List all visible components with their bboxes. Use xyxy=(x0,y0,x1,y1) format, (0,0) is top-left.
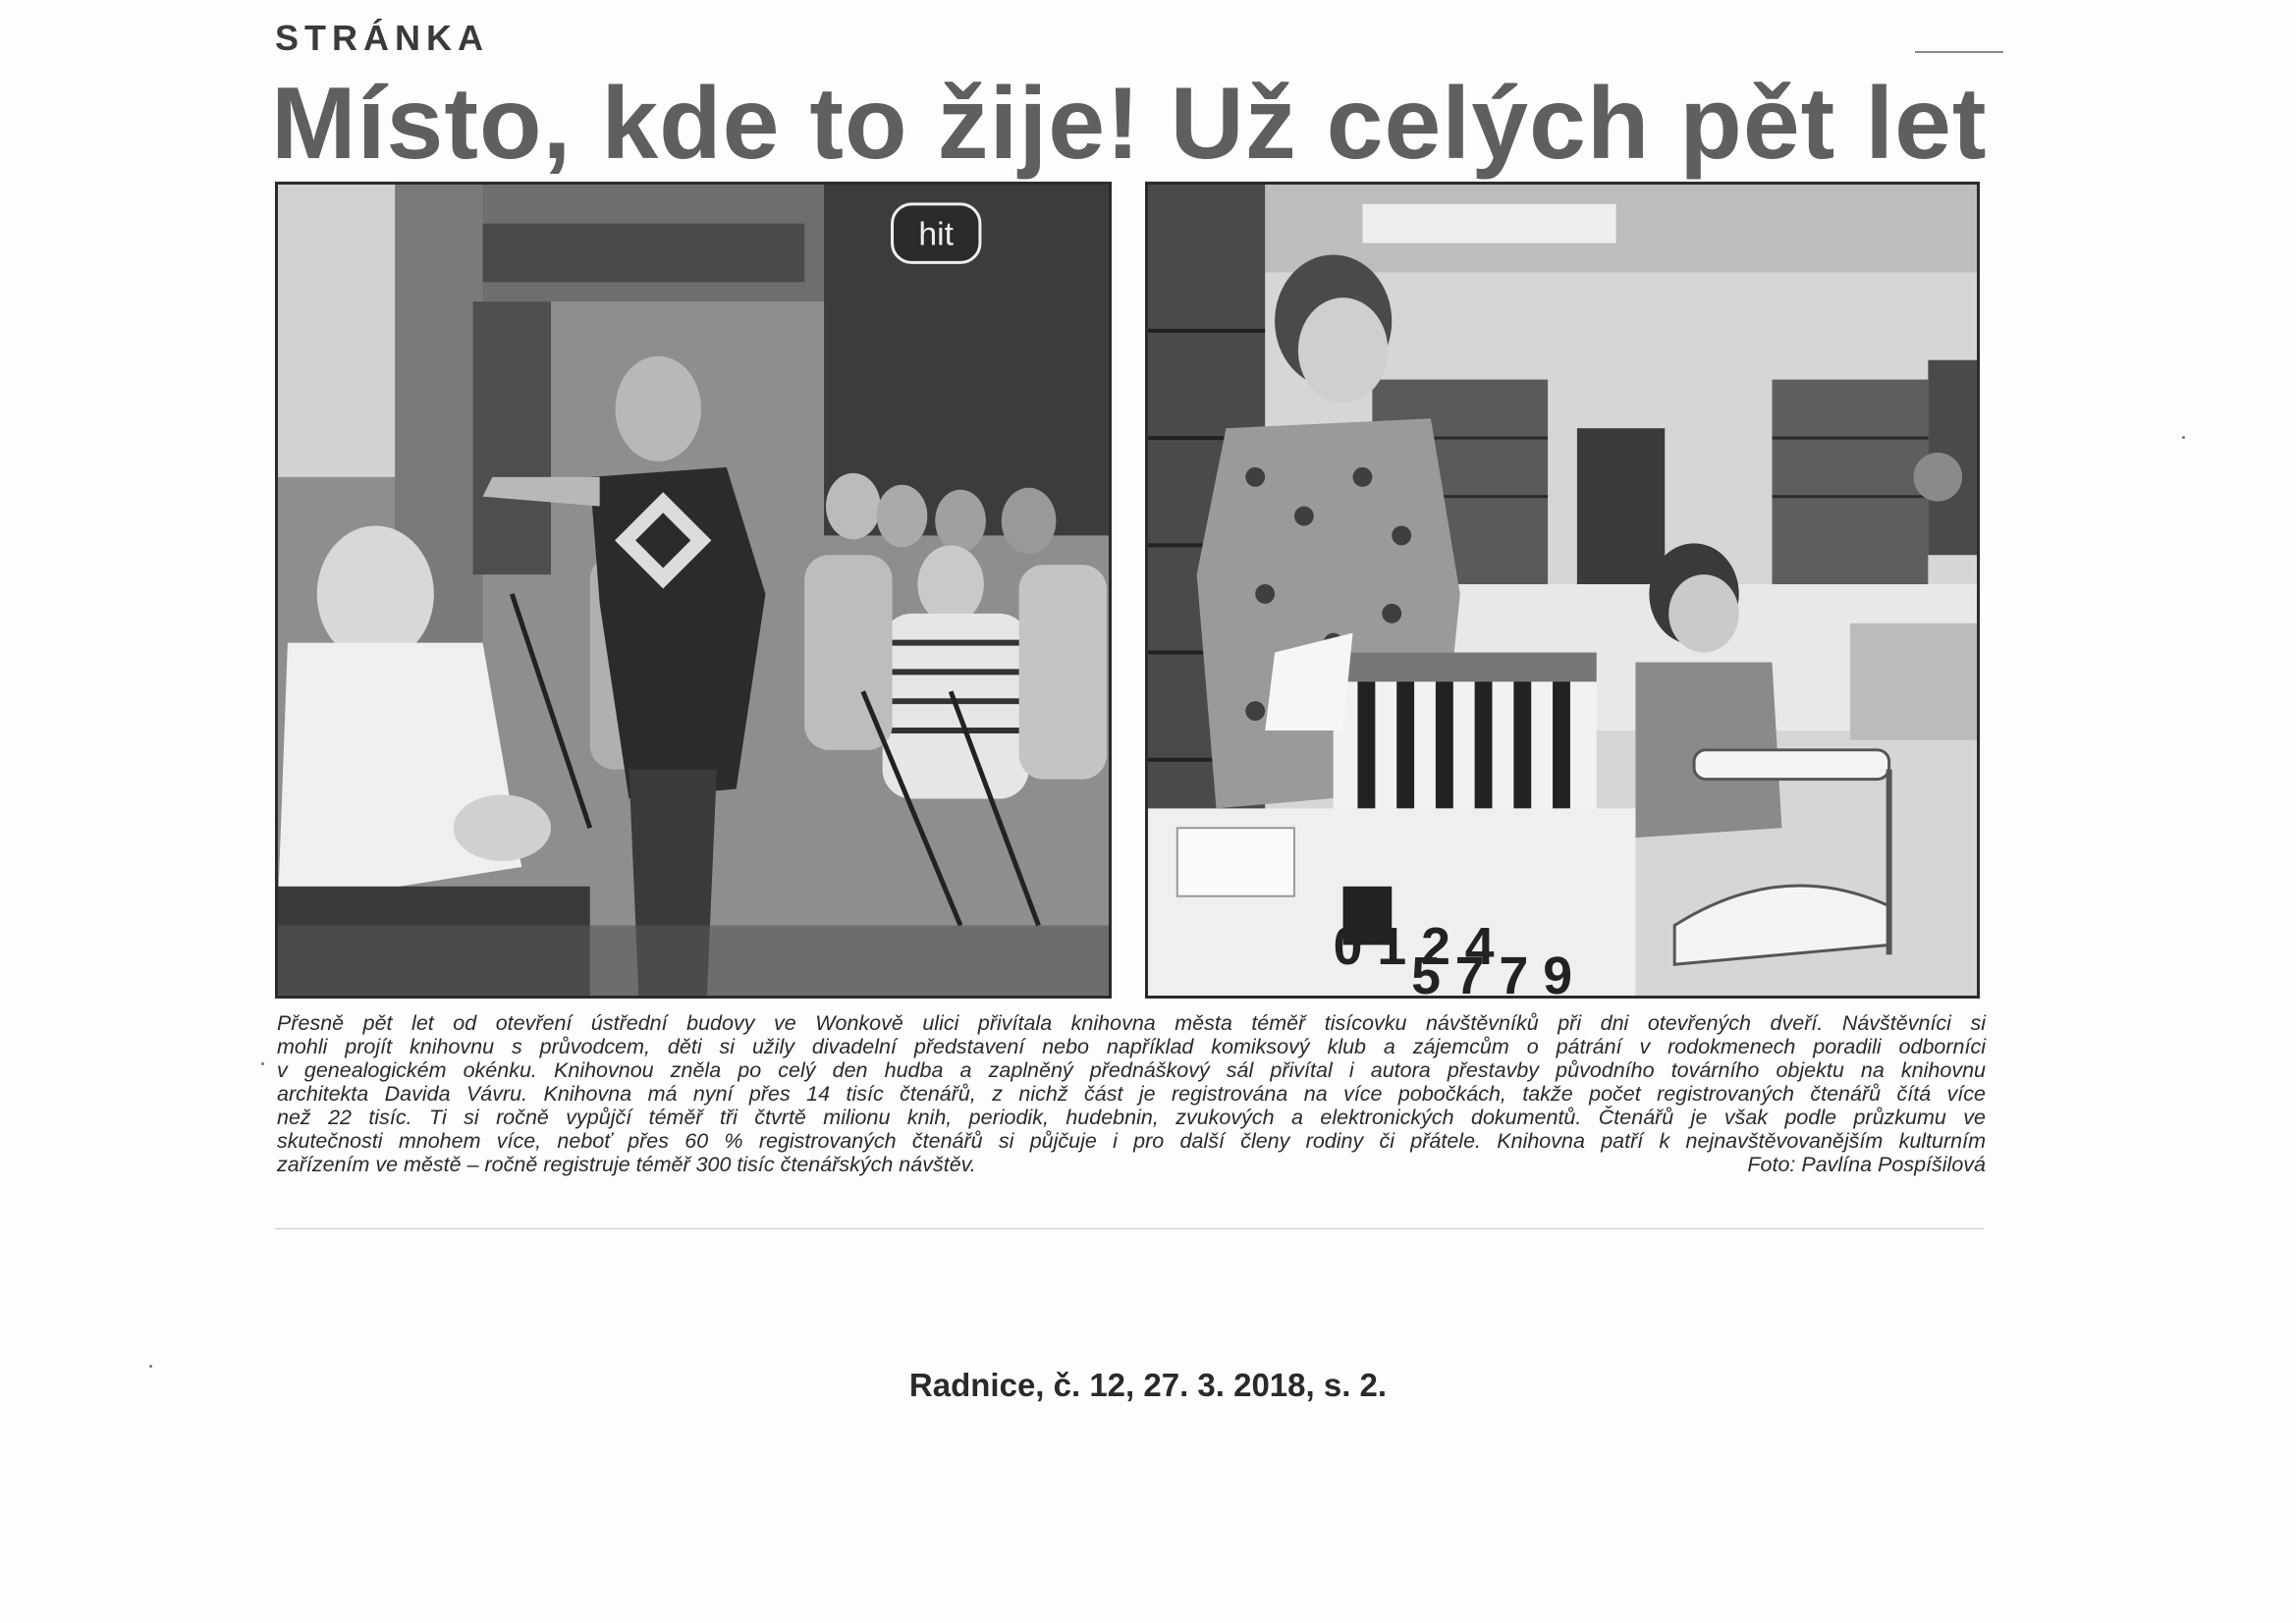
scan-speck xyxy=(149,1365,152,1368)
cut-section-label: STRÁNKA xyxy=(275,18,489,58)
clip-bottom-rule xyxy=(275,1228,1984,1229)
photo-credit: Foto: Pavlína Pospíšilová xyxy=(1747,1153,1986,1176)
source-citation: Radnice, č. 12, 27. 3. 2018, s. 2. xyxy=(908,1367,1388,1403)
scan-speck xyxy=(2182,436,2185,439)
event-audience-illustration xyxy=(278,185,1109,996)
hit-badge: hit xyxy=(918,215,955,253)
article-headline: Místo, kde to žije! Už celých pět let xyxy=(271,67,1988,181)
caption-line: skutečnosti mnohem více, neboť přes 60 % registrovaných čtenářů si půjčuje i pro další členy rodiny či přátele. Knihovna patří k nejnavštěvovanějším kulturním xyxy=(277,1129,1986,1153)
cards-bottom-numbers: 5 7 7 9 xyxy=(1411,947,1573,1006)
caption-line: mohli projít knihovnu s průvodcem, děti si užily divadelní představení nebo například komiksový klub a zájemcům o pátrání v rodokmenech poradili odborníci xyxy=(277,1035,1986,1058)
caption-line: v genealogickém okénku. Knihovnou zněla po celý den hudba a zaplněný přednáškový sál přivítal i autora přestavby původního továrního objektu na knihovnu xyxy=(277,1058,1986,1082)
library-counter-illustration xyxy=(1148,185,1977,1006)
caption-line-end: zařízením ve městě – ročně registruje téměř 300 tisíc čtenářských návštěv. xyxy=(277,1153,976,1176)
event-audience-photo xyxy=(275,182,1112,999)
scan-speck xyxy=(261,1062,264,1065)
cards-top-numbers: 0 1 2 4 xyxy=(1333,917,1495,977)
cut-rule xyxy=(1915,51,2003,53)
caption-line: architekta Davida Vávru. Knihovna má nyní přes 14 tisíc čtenářů, z nichž část je registrována na více pobočkách, takže počet registrovaných čtenářů čítá více xyxy=(277,1082,1986,1106)
photo-caption xyxy=(277,1011,1986,1176)
library-counter-photo xyxy=(1145,182,1980,1006)
caption-line: než 22 tisíc. Ti si ročně vypůjčí téměř tři čtvrtě milionu knih, periodik, hudebnin, zvukových a elektronických dokumentů. Čtenářů je však podle průzkumu ve xyxy=(277,1106,1986,1129)
caption-last-line xyxy=(277,1153,1986,1176)
caption-line: Přesně pět let od otevření ústřední budovy ve Wonkově ulici přivítala knihovna města téměř tisícovku návštěvníků při dni otevřených dveří. Návštěvníci si xyxy=(277,1011,1986,1035)
